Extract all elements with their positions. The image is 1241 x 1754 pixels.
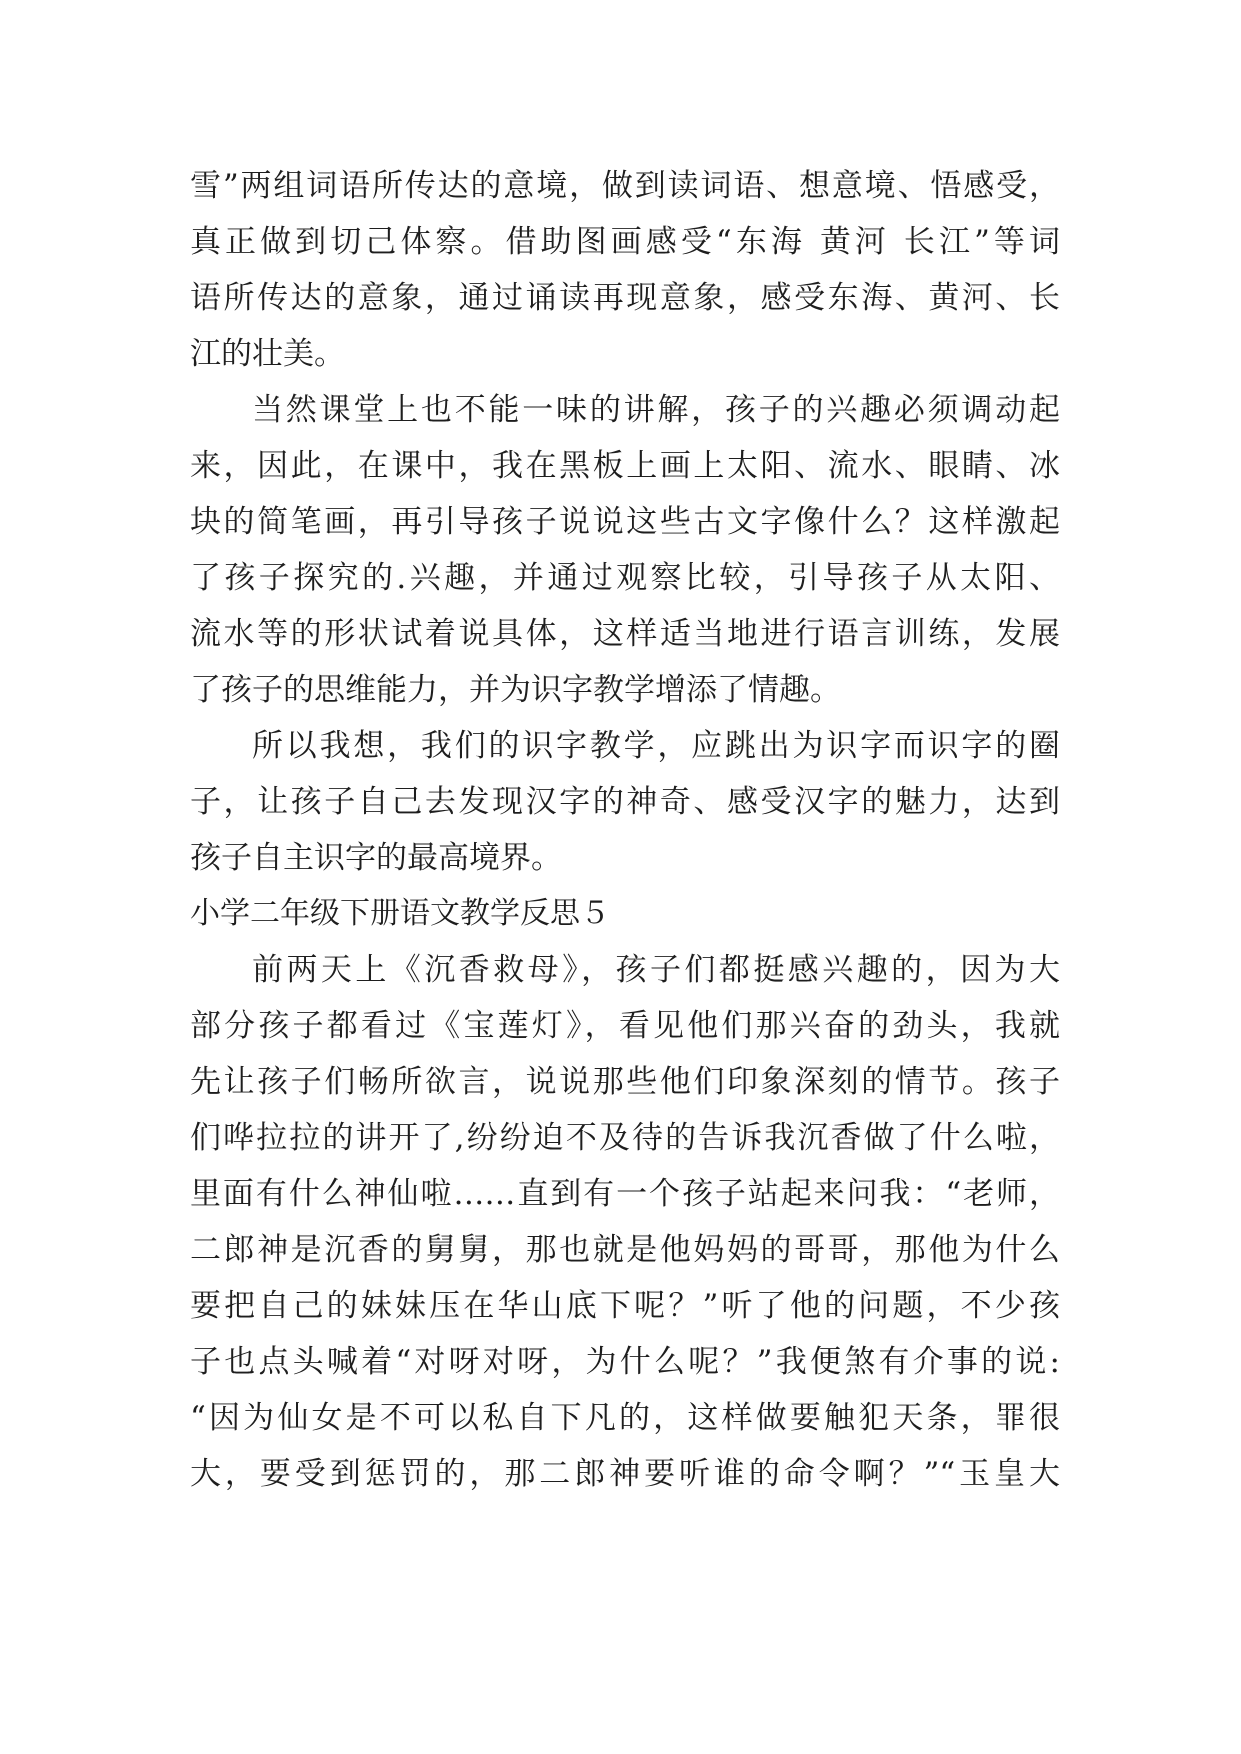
text-line: 真正做到切己体察。借助图画感受“东海 黄河 长江”等词 [190,224,1060,260]
text-line: 子也点头喊着“对呀对呀，为什么呢？”我便煞有介事的说: [190,1344,1060,1380]
text-line: 语所传达的意象，通过诵读再现意象，感受东海、黄河、长 [190,280,1060,316]
paragraph-first-line: 前两天上《沉香救母》，孩子们都挺感兴趣的，因为大 [252,952,1060,988]
text-line: 来，因此，在课中，我在黑板上画上太阳、流水、眼睛、冰 [190,448,1060,484]
text-line: 部分孩子都看过《宝莲灯》，看见他们那兴奋的劲头，我就 [190,1008,1060,1044]
section-heading: 小学二年级下册语文教学反思５ [190,896,610,931]
text-line: 二郎神是沉香的舅舅，那也就是他妈妈的哥哥，那他为什么 [190,1232,1060,1268]
document-text [190,158,1060,1502]
text-line: 江的壮美。 [190,336,345,372]
text-line: 大，要受到惩罚的，那二郎神要听谁的命令啊？”“玉皇大 [190,1456,1060,1492]
text-line: 了孩子探究的.兴趣，并通过观察比较，引导孩子从太阳、 [190,560,1060,596]
text-line: 雪”两组词语所传达的意境，做到读词语、想意境、悟感受， [190,168,1060,204]
text-line: 孩子自主识字的最高境界。 [190,840,562,876]
text-line: 们哗拉拉的讲开了,纷纷迫不及待的告诉我沉香做了什么啦， [190,1120,1060,1156]
text-line: 流水等的形状试着说具体，这样适当地进行语言训练，发展 [190,616,1060,652]
text-line: 子，让孩子自己去发现汉字的神奇、感受汉字的魅力，达到 [190,784,1060,820]
text-line: 了孩子的思维能力，并为识字教学增添了情趣。 [190,672,841,708]
paragraph-first-line: 当然课堂上也不能一味的讲解，孩子的兴趣必须调动起 [252,392,1060,428]
text-line: “因为仙女是不可以私自下凡的，这样做要触犯天条，罪很 [190,1400,1060,1436]
text-line: 先让孩子们畅所欲言，说说那些他们印象深刻的情节。孩子 [190,1064,1060,1100]
text-line: 要把自己的妹妹压在华山底下呢？”听了他的问题，不少孩 [190,1288,1060,1324]
text-line: 块的简笔画，再引导孩子说说这些古文字像什么？这样激起 [190,504,1060,540]
paragraph-first-line: 所以我想，我们的识字教学，应跳出为识字而识字的圈 [252,728,1060,764]
text-line: 里面有什么神仙啦……直到有一个孩子站起来问我：“老师， [190,1176,1060,1212]
